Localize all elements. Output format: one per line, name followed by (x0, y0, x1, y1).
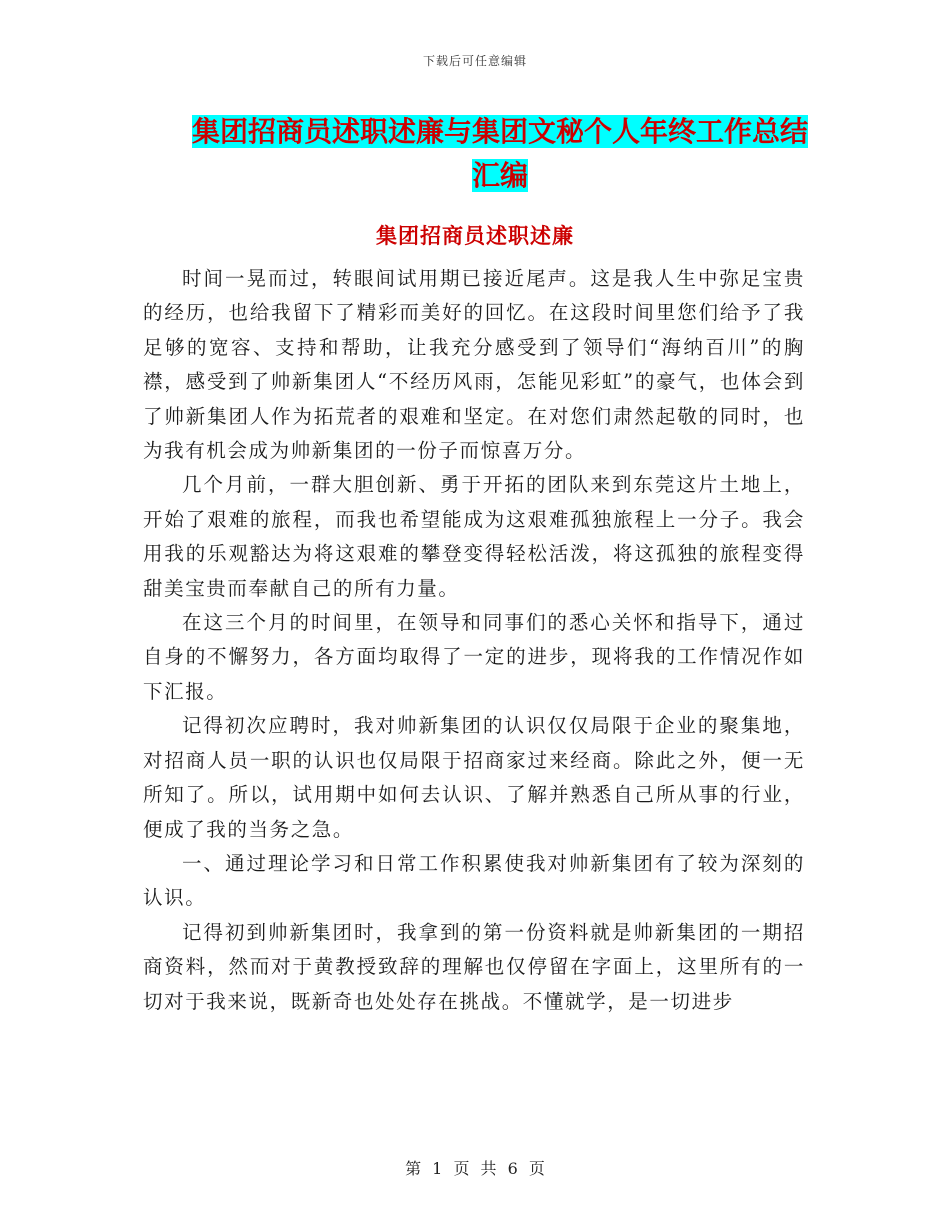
header-note: 下载后可任意编辑 (422, 54, 527, 68)
page-footer: 第 1 页 共 6 页 (405, 1159, 545, 1178)
paragraph-1: 时间一晃而过，转眼间试用期已接近尾声。这是我人生中弥足宝贵的经历，也给我留下了精彩而美好的回忆。在这段时间里您们给予了我足够的宽容、支持和帮助，让我充分感受到了领导们“海纳百川”的胸襟，感受到了帅新集团人“不经历风雨，怎能见彩虹”的豪气，也体会到了帅新集团人作为拓荒者的艰难和坚定。在对您们肃然起敬的同时，也为我有机会成为帅新集团的一份子而惊喜万分。 (143, 267, 805, 463)
paragraph-3: 在这三个月的时间里，在领导和同事们的悉心关怀和指导下，通过自身的不懈努力，各方面均取得了一定的进步，现将我的工作情况作如下汇报。 (143, 611, 805, 703)
body-text (143, 262, 805, 1019)
document-title-text: 集团招商员述职述廉与集团文秘个人年终工作总结汇编 (191, 115, 808, 192)
section-title: 集团招商员述职述廉 (376, 224, 574, 248)
paragraph-5: 一、通过理论学习和日常工作积累使我对帅新集团有了较为深刻的认识。 (143, 851, 805, 910)
paragraph-4: 记得初次应聘时，我对帅新集团的认识仅仅局限于企业的聚集地，对招商人员一职的认识也仅局限于招商家过来经商。除此之外，便一无所知了。所以，试用期中如何去认识、了解并熟悉自己所从事的行业，便成了我的当务之急。 (143, 714, 805, 841)
document-title (190, 110, 810, 198)
paragraph-2: 几个月前，一群大胆创新、勇于开拓的团队来到东莞这片土地上，开始了艰难的旅程，而我也希望能成为这艰难孤独旅程上一分子。我会用我的乐观豁达为将这艰难的攀登变得轻松活泼，将这孤独的旅程变得甜美宝贵而奉献自己的所有力量。 (143, 473, 805, 600)
paragraph-6: 记得初到帅新集团时，我拿到的第一份资料就是帅新集团的一期招商资料，然而对于黄教授致辞的理解也仅停留在字面上，这里所有的一切对于我来说，既新奇也处处存在挑战。不懂就学，是一切进步 (143, 920, 805, 1013)
